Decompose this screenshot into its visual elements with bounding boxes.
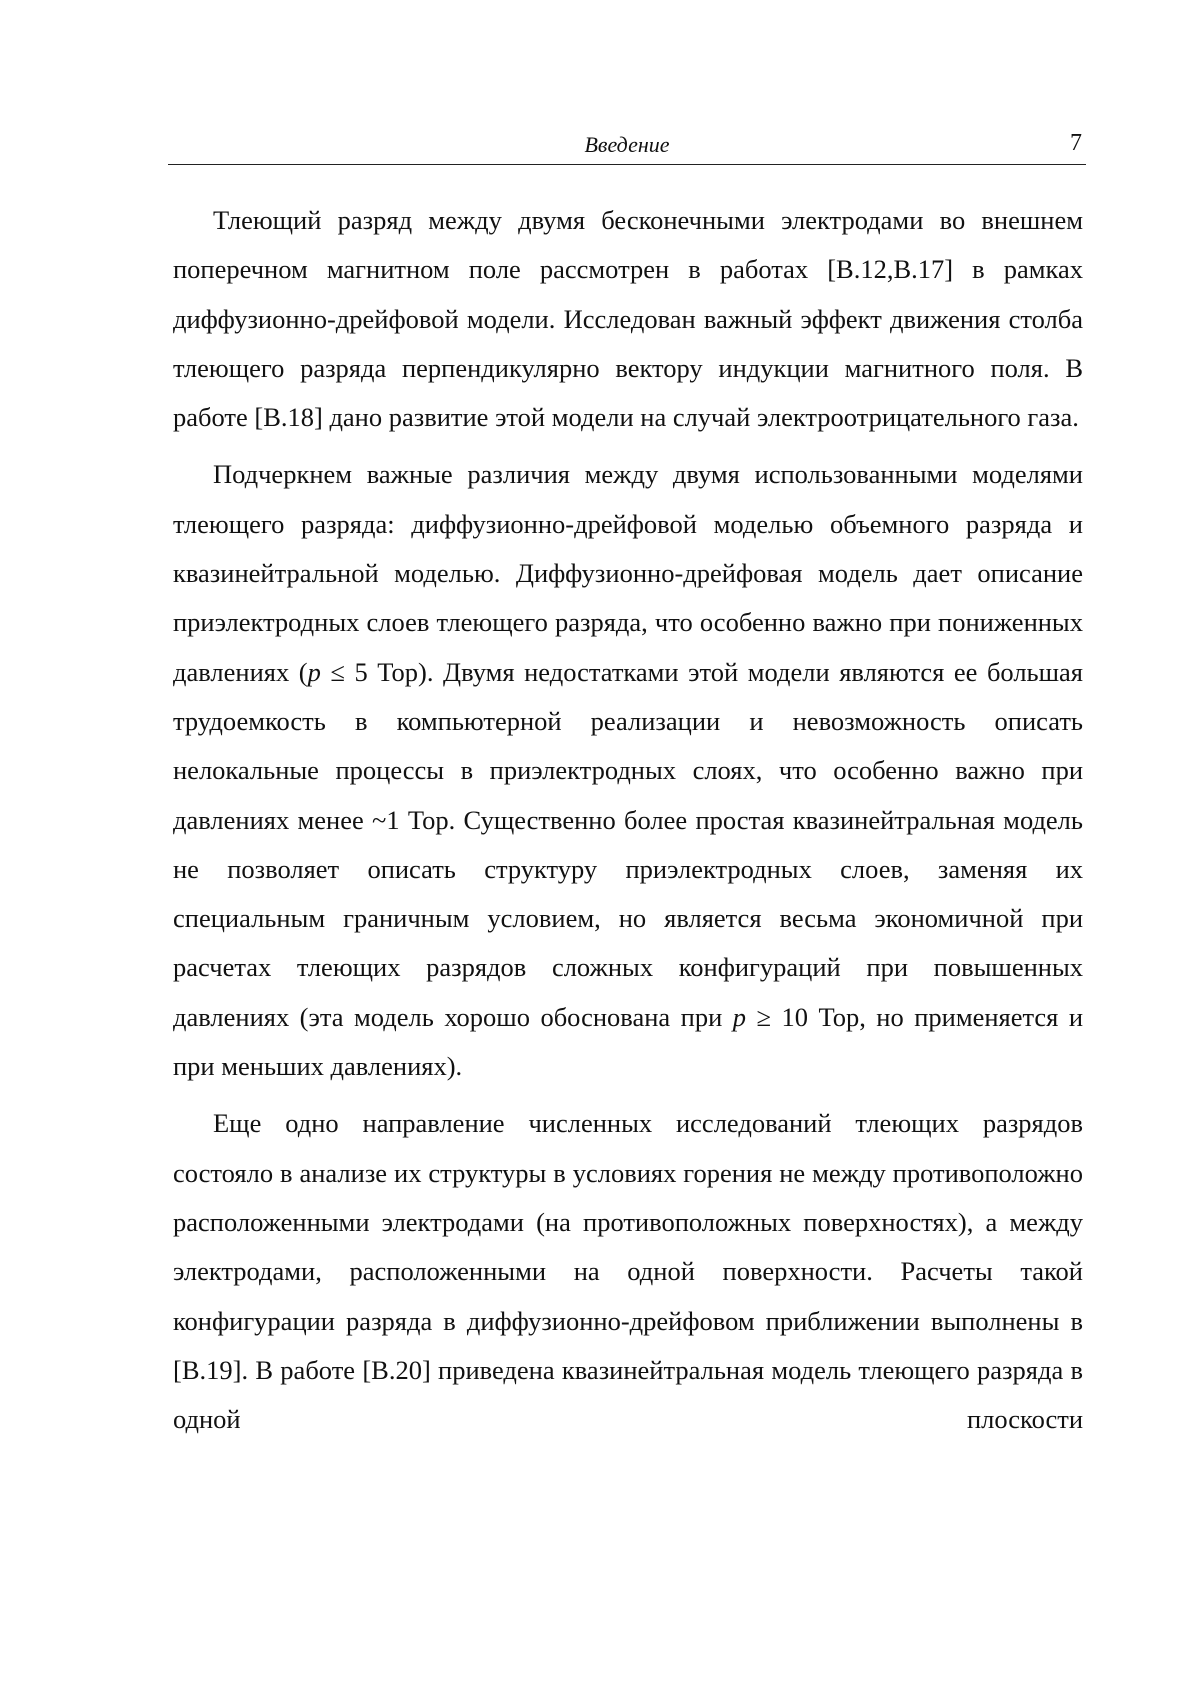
pressure-variable: p: [307, 656, 321, 687]
body-text: [173, 196, 1083, 1452]
paragraph-2-text-a: Подчеркнем важные различия между двумя использованными моделями тлеющего разряда: диффузионно-дрейфовой моделью объемного разряда и квазинейтральной моделью. Диффузионно-дрейфовая модель дает описание приэлектродных слоев тлеющего разряда, что особенно важно при пониженных давлениях (: [173, 459, 1083, 687]
paragraph-1: Тлеющий разряд между двумя бесконечными электродами во внешнем поперечном магнитном поле рассмотрен в работах [В.12,В.17] в рамках диффузионно-дрейфовой модели. Исследован важный эффект движения столба тлеющего разряда перпендикулярно вектору индукции магнитного поля. В работе [В.18] дано развитие этой модели на случай электроотрицательного газа.: [173, 205, 1083, 433]
paragraph-2: [173, 450, 1083, 1091]
paragraph-2-text-c: ≥ 10 Тор, но применяется и при меньших давлениях).: [173, 1001, 1084, 1082]
paragraph-3: Еще одно направление численных исследований тлеющих разрядов состояло в анализе их структуры в условиях горения не между противоположно расположенными электродами (на противоположных поверхностях), а между электродами, расположенными на одной поверхности. Расчеты такой конфигурации разряда в диффузионно-дрейфовом приближении выполнены в [В.19]. В работе [В.20] приведена квазинейтральная модель тлеющего разряда в одной плоскости: [173, 1108, 1083, 1435]
running-header: [168, 130, 1086, 165]
paragraph-2-text-b: ≤ 5 Тор). Двумя недостатками этой модели являются ее большая трудоемкость в компьютерной реализации и невозможность описать нелокальные процессы в приэлектродных слоях, что особенно важно при давлениях менее ~1 Тор. Существенно более простая квазинейтральная модель не позволяет описать структуру приэлектродных слоев, заменяя их специальным граничным условием, но является весьма экономичной при расчетах тлеющих разрядов сложных конфигураций при повышенных давлениях (эта модель хорошо обоснована при: [173, 656, 1083, 1032]
page-number: 7: [1070, 130, 1082, 156]
header-title: Введение: [584, 132, 670, 157]
pressure-variable: p: [732, 1001, 746, 1032]
